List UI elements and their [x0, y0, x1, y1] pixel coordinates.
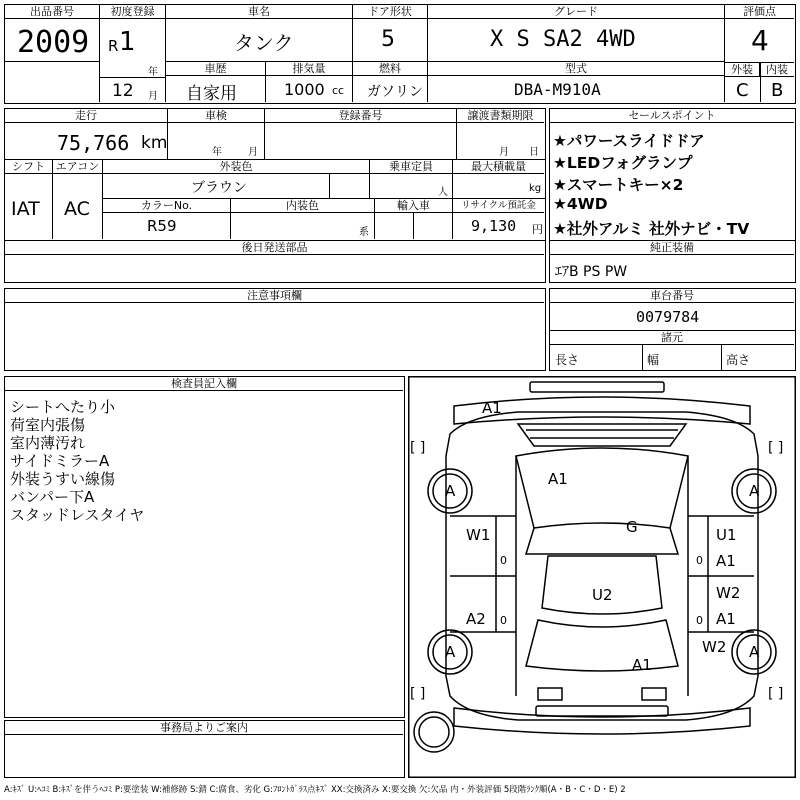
bracket-left-front: [ ] [410, 440, 426, 456]
registration-number-cell [265, 109, 457, 159]
car-name-cell [166, 5, 353, 61]
damage-mark-right-rear-door-1: W2 [716, 584, 741, 602]
color-number-cell [103, 199, 231, 239]
interior-color-unit: 系 [359, 227, 369, 238]
damage-mark-tire-front-left: A [445, 482, 456, 500]
notes-section [4, 288, 546, 371]
exterior-score: C [736, 80, 749, 101]
inspector-note-2: 荷室内張傷 [10, 416, 86, 434]
left-zero-2: 0 [500, 614, 507, 627]
length-label: 長さ [555, 353, 580, 367]
door-label: ドア形状 [353, 5, 427, 19]
score-value: 4 [751, 24, 769, 57]
displacement-value: 1000 [284, 80, 325, 99]
lot-number: 2009 [17, 25, 90, 60]
grade-cell [428, 5, 725, 61]
import-cell [375, 199, 453, 239]
sales-points-section [549, 108, 796, 241]
displacement-unit: cc [332, 84, 345, 97]
office-label: 事務局よりご案内 [5, 721, 403, 735]
damage-mark-right-front-door-1: U1 [716, 526, 737, 544]
equipment-section [549, 240, 796, 283]
transfer-day-unit: 日 [529, 147, 539, 158]
right-zero: 0 [696, 554, 703, 567]
load-label: 最大積載量 [453, 160, 544, 174]
model-value: DBA-M910A [514, 80, 601, 99]
equipment-label: 純正装備 [550, 241, 794, 255]
interior-label: 内装 [760, 63, 794, 77]
later-parts-section [4, 240, 546, 283]
import-label: 輸入車 [375, 199, 452, 213]
damage-mark-left-front-door: W1 [466, 526, 491, 544]
legend-text: A:ｷｽﾞ U:ﾍｺﾐ B:ｷｽﾞを伴うﾍｺﾐ P:要塗装 W:補修跡 S:錆 C:腐食、劣化 G:ﾌﾛﾝﾄｶﾞﾗｽ点ｷｽﾞ XX:交換済み X:要交換 欠:欠品 内・外装評価 5段階ﾗﾝｸ順(A・B・C・D・E) 2 [4, 785, 626, 795]
width-label: 幅 [647, 353, 660, 367]
fuel-label: 燃料 [353, 62, 427, 76]
sales-point-4: ★4WD [553, 195, 608, 213]
inspector-note-5: 外装うすい線傷 [10, 470, 116, 488]
recycle-unit: 円 [532, 223, 543, 236]
equipment-value: ｴｱB PS PW [555, 264, 628, 280]
mileage-value: 75,766 [57, 131, 130, 155]
damage-mark-right-rear-door-2: A1 [716, 610, 736, 628]
recycle-value: 9,130 [471, 217, 517, 235]
color-number-label: カラーNo. [103, 199, 230, 213]
car-name: タンク [234, 31, 294, 55]
vehicle-info-section [4, 108, 546, 241]
inspector-note-3: 室内薄汚れ [10, 434, 86, 452]
registration-year: 1 [119, 27, 136, 57]
damage-mark-right-rear-fender: W2 [702, 638, 727, 656]
registration-era: R [108, 37, 119, 55]
model-cell [428, 62, 725, 102]
aircon-cell [53, 160, 103, 239]
inspector-note-7: スタッドレスタイヤ [10, 506, 145, 524]
height-label: 高さ [726, 353, 751, 367]
inspection-cell [168, 109, 265, 159]
interior-score: B [771, 80, 784, 101]
exterior-color-cell [103, 160, 370, 198]
interior-color-cell [231, 199, 375, 239]
office-section [4, 720, 405, 778]
bracket-right-rear: [ ] [768, 686, 784, 702]
model-label: 型式 [428, 62, 724, 76]
inspection-year-unit: 年 [212, 147, 222, 158]
displacement-label: 排気量 [266, 62, 352, 76]
exterior-label: 外装 [725, 63, 760, 77]
transfer-label: 譲渡書類期限 [457, 109, 544, 123]
damage-mark-front-bumper: A1 [482, 399, 502, 417]
month-unit: 月 [148, 91, 158, 102]
fuel-cell [353, 62, 428, 102]
chassis-number: 0079784 [636, 308, 700, 326]
sales-point-1: ★パワースライドドア [553, 132, 705, 150]
inspector-section [4, 376, 405, 718]
exterior-color-value: ブラウン [191, 180, 247, 196]
inspector-note-4: サイドミラーA [10, 452, 110, 470]
grade-value: X S SA2 4WD [490, 27, 636, 52]
damage-mark-tire-front-right: A [749, 482, 760, 500]
registration-month: 12 [112, 81, 134, 101]
exterior-color-label: 外装色 [103, 160, 369, 174]
header-section [4, 4, 796, 104]
load-unit: kg [529, 183, 542, 194]
recycle-cell [453, 199, 544, 239]
capacity-cell [370, 160, 453, 198]
registration-label: 初度登録 [100, 5, 165, 19]
grade-label: グレード [428, 5, 724, 19]
inspector-label: 検査員記入欄 [5, 377, 403, 391]
displacement-cell [266, 62, 353, 102]
damage-mark-left-rear-door: A2 [466, 610, 486, 628]
car-name-label: 車名 [166, 5, 352, 19]
mileage-unit: km [141, 133, 168, 153]
lot-cell [5, 5, 100, 102]
score-cell [725, 5, 794, 102]
aircon-value: AC [64, 198, 90, 220]
year-unit: 年 [148, 67, 158, 78]
sales-point-3: ★スマートキー×2 [553, 176, 684, 194]
recycle-label: リサイクル預託金 [453, 199, 544, 213]
door-value: 5 [381, 27, 395, 52]
fuel-value: ガソリン [367, 84, 423, 100]
color-number-value: R59 [147, 217, 177, 235]
transfer-cell [457, 109, 544, 159]
inspection-month-unit: 月 [248, 147, 258, 158]
sales-point-2: ★LEDフォグランプ [553, 154, 693, 172]
registration-cell [100, 5, 166, 102]
history-value: 自家用 [186, 84, 237, 104]
chassis-label: 車台番号 [550, 289, 794, 303]
load-cell [453, 160, 544, 198]
aircon-label: エアコン [53, 160, 102, 174]
capacity-label: 乗車定員 [370, 160, 452, 174]
left-zero: 0 [500, 554, 507, 567]
shift-value: IAT [11, 198, 40, 220]
chassis-section [549, 288, 796, 371]
damage-mark-rear-glass: U2 [592, 586, 613, 604]
transfer-month-unit: 月 [499, 147, 509, 158]
damage-mark-tire-rear-left: A [445, 643, 456, 661]
car-diagram-svg [408, 376, 796, 778]
inspector-note-1: シートへたり小 [10, 398, 116, 416]
damage-mark-tire-rear-right: A [749, 643, 760, 661]
right-zero-2: 0 [696, 614, 703, 627]
capacity-unit: 人 [438, 187, 448, 198]
notes-label: 注意事項欄 [5, 289, 544, 303]
shift-label: シフト [5, 160, 52, 174]
registration-number-label: 登録番号 [265, 109, 456, 123]
damage-mark-right-front-door-2: A1 [716, 552, 736, 570]
score-label: 評価点 [725, 5, 794, 19]
interior-color-label: 内装色 [231, 199, 374, 213]
mileage-cell [5, 109, 168, 159]
later-parts-label: 後日発送部品 [5, 241, 544, 255]
bracket-right-front: [ ] [768, 440, 784, 456]
sales-points-label: セールスポイント [550, 109, 794, 123]
damage-mark-roof: G [626, 518, 638, 536]
lot-label: 出品番号 [5, 5, 99, 19]
damage-diagram [408, 376, 796, 778]
inspector-note-6: バンパー下A [10, 488, 95, 506]
bracket-left-rear: [ ] [410, 686, 426, 702]
door-cell [353, 5, 428, 61]
shift-cell [5, 160, 53, 239]
sales-point-5: ★社外アルミ 社外ナビ・TV [553, 220, 750, 238]
inspection-label: 車検 [168, 109, 264, 123]
damage-mark-hood: A1 [548, 470, 568, 488]
history-cell [166, 62, 266, 102]
damage-mark-rear-hatch: A1 [632, 656, 652, 674]
history-label: 車歴 [166, 62, 265, 76]
dims-label: 諸元 [550, 331, 794, 345]
mileage-label: 走行 [5, 109, 167, 123]
